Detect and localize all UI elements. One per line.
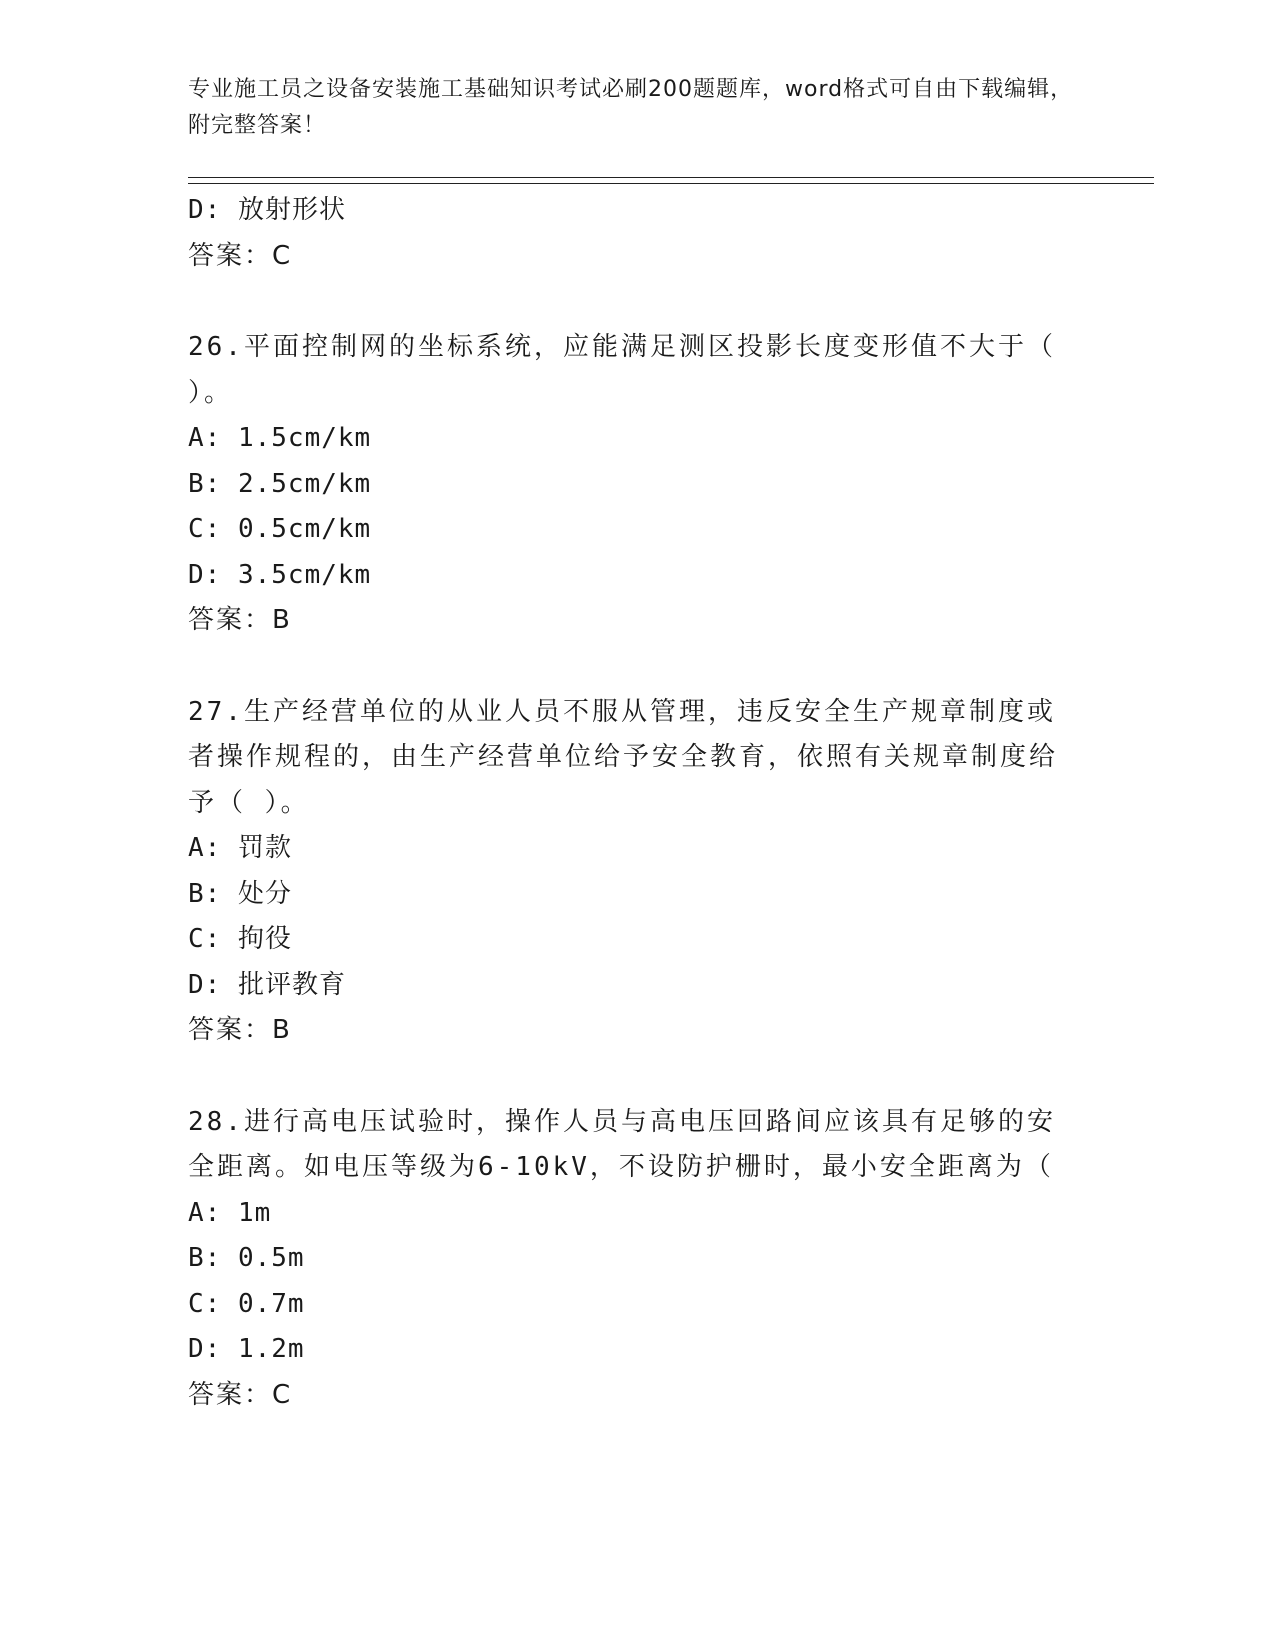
option-c: C: 0.5cm/km bbox=[188, 514, 372, 544]
spacer bbox=[188, 644, 1078, 690]
spacer bbox=[188, 279, 1078, 325]
question-26 bbox=[188, 325, 1078, 644]
question-27 bbox=[188, 690, 1078, 1054]
question-stem: 27.生产经营单位的从业人员不服从管理，违反安全生产规章制度或者操作规程的，由生产经营单位给予安全教育，依照有关规章制度给予（ ）。 bbox=[188, 696, 1059, 818]
document-header: 专业施工员之设备安装施工基础知识考试必刷200题题库，word格式可自由下载编辑，附完整答案！ bbox=[188, 77, 1074, 138]
header-rule-top bbox=[188, 177, 1154, 178]
question-answer: 答案：C bbox=[188, 1379, 293, 1410]
question-28 bbox=[188, 1100, 1078, 1419]
question-answer: 答案：B bbox=[188, 1015, 292, 1045]
option-a: A: 罚款 bbox=[188, 833, 292, 863]
prev-question-answer: 答案：C bbox=[188, 240, 293, 271]
spacer bbox=[188, 1054, 1078, 1100]
option-a: A: 1.5cm/km bbox=[188, 423, 372, 453]
option-c: C: 0.7m bbox=[188, 1288, 305, 1319]
question-answer: 答案：B bbox=[188, 605, 292, 635]
option-d: D: 3.5cm/km bbox=[188, 559, 372, 590]
option-b: B: 0.5m bbox=[188, 1243, 305, 1273]
prev-question-option-d: D: 放射形状 bbox=[188, 195, 346, 225]
option-a: A: 1m bbox=[188, 1197, 272, 1228]
question-stem: 28.进行高电压试验时，操作人员与高电压回路间应该具有足够的安全距离。如电压等级为6-10kV，不设防护栅时，最小安全距离为（ bbox=[188, 1106, 1056, 1182]
header-rule-bottom bbox=[188, 183, 1154, 184]
question-list bbox=[188, 188, 1078, 1418]
option-b: B: 2.5cm/km bbox=[188, 468, 372, 499]
question-stem: 26.平面控制网的坐标系统，应能满足测区投影长度变形值不大于（ ）。 bbox=[188, 332, 1056, 408]
option-b: B: 处分 bbox=[188, 878, 292, 909]
option-c: C: 拘役 bbox=[188, 924, 292, 954]
option-d: D: 1.2m bbox=[188, 1334, 305, 1364]
option-d: D: 批评教育 bbox=[188, 969, 346, 1000]
